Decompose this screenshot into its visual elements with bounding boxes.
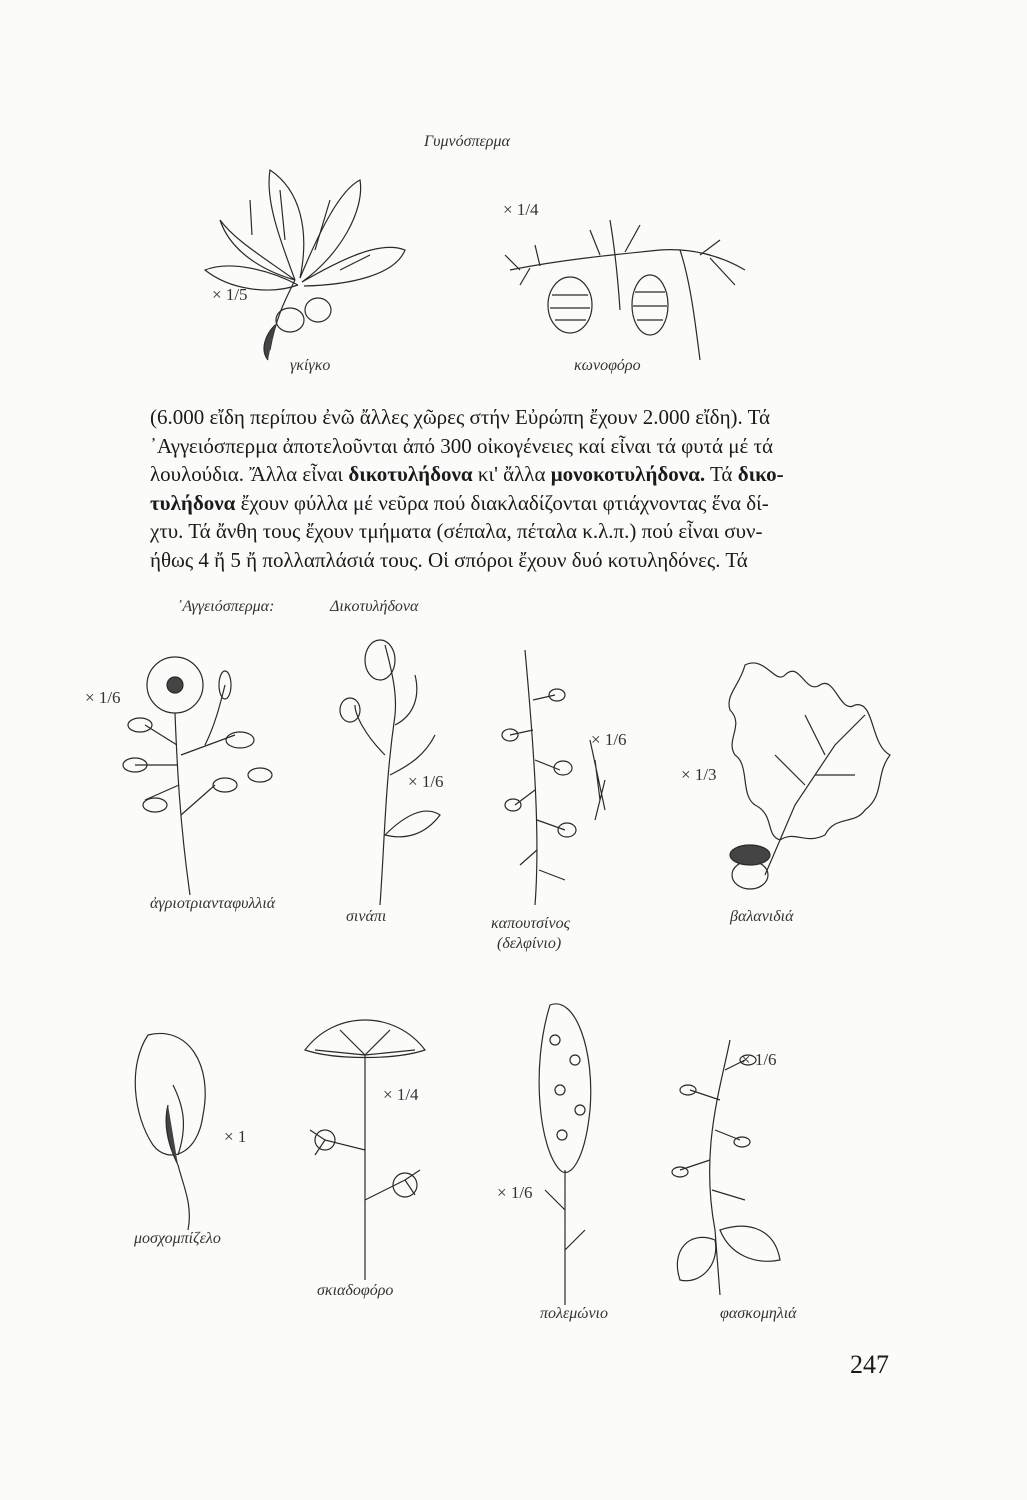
term-monocotyledon: μονοκοτυλήδονα. [550, 462, 706, 486]
oak-label: βαλανιδιά [730, 908, 794, 925]
paragraph-line-4: τυλήδονα ἔχουν φύλλα μέ νεῦρα πού διακλαδίζονται φτιάχνοντας ἕνα δί- [150, 490, 769, 515]
paragraph-line-2: ᾿Αγγειόσπερμα ἀποτελοῦνται ἀπό 300 οἰκογένειες καί εἶναι τά φυτά μέ τά [150, 433, 774, 458]
paragraph-line-1: (6.000 εἴδη περίπου ἐνῶ ἄλλες χῶρες στήν Εὐρώπη ἔχουν 2.000 εἴδη). Τά [150, 405, 771, 429]
sweet-pea-label: μοσχομπίζελο [134, 1230, 221, 1247]
wild-rose-illustration [115, 645, 285, 900]
larkspur-label-alt: (δελφίνιο) [497, 935, 562, 952]
section-title: Γυμνόσπερμα [424, 133, 510, 150]
ginkgo-illustration [190, 160, 430, 370]
subheading-dicotyledons: Δικοτυλήδονα [330, 598, 419, 615]
polemonium-illustration [520, 990, 610, 1310]
polemonium-label: πολεμώνιο [540, 1305, 608, 1322]
page-number: 247 [850, 1350, 889, 1379]
oak-illustration [705, 645, 905, 895]
ginkgo-scale: × 1/5 [212, 285, 248, 304]
sage-illustration [660, 1030, 790, 1300]
paragraph-line-6: ήθως 4 ἤ 5 ἤ πολλαπλάσιά τους. Οἱ σπόροι ἔχουν δυό κοτυληδόνες. Τά [150, 547, 748, 572]
polemonium-scale: × 1/6 [497, 1183, 533, 1202]
sage-scale: × 1/6 [741, 1050, 777, 1069]
paragraph-line-5: χτυ. Τά ἄνθη τους ἔχουν τμήματα (σέπαλα, πέταλα κ.λ.π.) πού εἶναι συν- [150, 519, 763, 543]
conifer-scale: × 1/4 [503, 200, 539, 219]
larkspur-label: καπουτσίνος [491, 915, 571, 932]
sweet-pea-scale: × 1 [224, 1127, 247, 1146]
larkspur-illustration [495, 640, 625, 910]
conifer-label: κωνοφόρο [574, 357, 641, 374]
subheading-angiosperms: ᾿Αγγειόσπερμα: [177, 598, 275, 615]
conifer-illustration [500, 200, 750, 365]
wild-rose-label: ἀγριοτριανταφυλλιά [150, 895, 276, 912]
umbellifer-scale: × 1/4 [383, 1085, 419, 1104]
mustard-scale: × 1/6 [408, 772, 444, 791]
sage-label: φασκομηλιά [720, 1305, 797, 1322]
term-dicotyledon: δικοτυλήδονα [348, 462, 473, 486]
wild-rose-scale: × 1/6 [85, 688, 121, 707]
body-paragraph [150, 403, 880, 574]
paragraph-line-3: λουλούδια. Ἄλλα εἶναι δικοτυλήδονα κι' ἄλλα μονοκοτυλήδονα. Τά δικο- [150, 462, 784, 486]
mustard-label: σινάπι [346, 908, 387, 925]
sweet-pea-illustration [118, 1025, 228, 1235]
oak-scale: × 1/3 [681, 765, 717, 784]
term-dicot-split: δικο- [737, 462, 784, 486]
larkspur-scale: × 1/6 [591, 730, 627, 749]
ginkgo-label: γκίγκο [290, 357, 331, 374]
umbellifer-label: σκιαδοφόρο [317, 1282, 394, 1299]
umbellifer-illustration [295, 1000, 435, 1285]
